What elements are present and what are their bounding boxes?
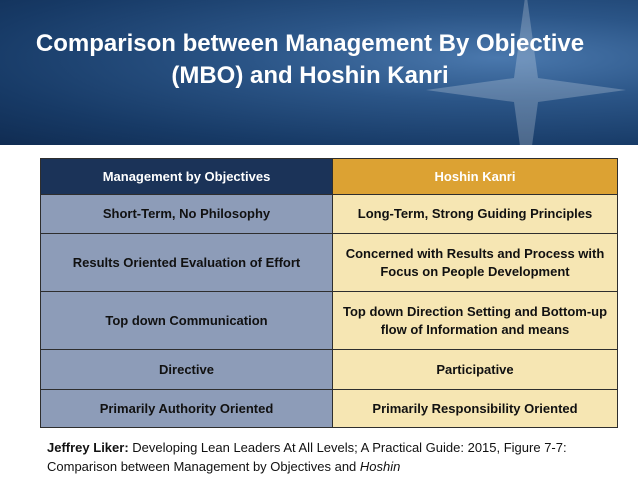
cell-hoshin: Concerned with Results and Process with Focus on People Development xyxy=(333,234,618,292)
cell-hoshin: Long-Term, Strong Guiding Principles xyxy=(333,195,618,234)
table-row xyxy=(41,350,618,390)
comparison-table xyxy=(40,158,618,428)
slide-header xyxy=(0,0,638,145)
citation-italic: Hoshin xyxy=(359,459,401,474)
cell-mbo: Primarily Authority Oriented xyxy=(41,390,333,428)
cell-hoshin: Primarily Responsibility Oriented xyxy=(333,390,618,428)
cell-mbo: Short-Term, No Philosophy xyxy=(41,195,333,234)
table-row xyxy=(41,195,618,234)
table-row xyxy=(41,292,618,350)
citation-author: Jeffrey Liker: xyxy=(47,440,129,455)
citation-text: Developing Lean Leaders At All Levels; A Practical Guide: 2015, Figure 7-7: Comparison between Management by Objectives and xyxy=(47,440,567,474)
cell-mbo: Results Oriented Evaluation of Effort xyxy=(41,234,333,292)
header-hoshin-kanri: Hoshin Kanri xyxy=(333,159,618,195)
cell-hoshin: Participative xyxy=(333,350,618,390)
cell-mbo: Top down Communication xyxy=(41,292,333,350)
table-row xyxy=(41,390,618,428)
cell-mbo: Directive xyxy=(41,350,333,390)
slide-title: Comparison between Management By Objective (MBO) and Hoshin Kanri xyxy=(35,30,585,89)
table-header-row xyxy=(41,159,618,195)
citation xyxy=(47,438,627,476)
cell-hoshin: Top down Direction Setting and Bottom-up flow of Information and means xyxy=(333,292,618,350)
table-row xyxy=(41,234,618,292)
header-mbo: Management by Objectives xyxy=(41,159,333,195)
